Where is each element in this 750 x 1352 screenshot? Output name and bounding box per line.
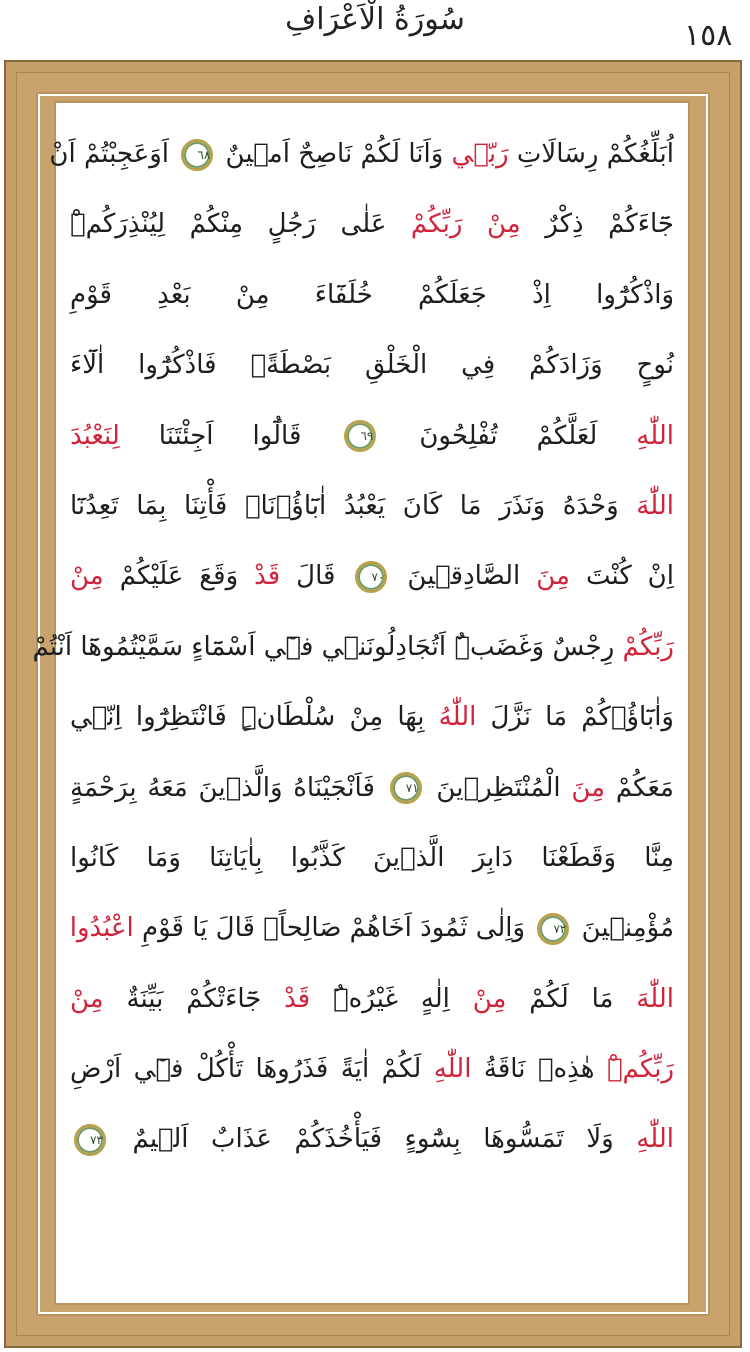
verse-text: اُبَلِّغُكُمْ رِسَالَاتِ — [508, 139, 674, 169]
verse-text: وَقَعَ عَلَيْكُمْ — [103, 561, 255, 592]
verse-text: بِهَا مِنْ سُلْطَانٍۜ فَانْتَظِرُٓوا اِنّ۪ي — [70, 702, 439, 733]
ayah-number-marker: ٧٢ — [537, 913, 569, 945]
verse-text: وَاَنَا لَكُمْ نَاصِحٌ اَم۪ينٌ — [217, 139, 452, 169]
verse-line — [70, 1034, 674, 1104]
verse-line — [70, 893, 674, 963]
highlighted-word: مِنَ — [571, 772, 606, 803]
verse-line — [70, 1104, 674, 1174]
highlighted-word: مِنَ — [536, 561, 570, 592]
verse-text: وَحْدَهُ وَنَذَرَ مَا كَانَ يَعْبُدُ اٰبَٓاؤُ۬نَاۚ فَأْتِنَا بِمَا تَعِدُنَٓا — [70, 490, 637, 521]
verse-text: قَالُٓوا اَجِئْتَنَا — [119, 420, 341, 451]
verse-text: الصَّادِق۪ينَ — [391, 561, 537, 592]
verse-text: لَعَلَّكُمْ تُفْلِحُونَ — [380, 420, 637, 451]
verse-line — [70, 682, 674, 752]
verse-text: جَٓاءَكُمْ ذِكْرٌ — [520, 209, 675, 240]
verse-line — [49, 119, 674, 189]
verse-text: مَا لَكُمْ — [506, 983, 637, 1014]
page-number: ١٥٨ — [684, 18, 733, 53]
highlighted-word: لِنَعْبُدَ — [70, 420, 120, 451]
highlighted-word: اللّٰهِ — [433, 1054, 472, 1085]
highlighted-word: مِنْ — [70, 983, 104, 1014]
verse-line — [70, 330, 674, 400]
highlighted-word: قَدْ — [254, 561, 281, 592]
verse-text: وَاٰبَٓاؤُ۬كُمْ مَا نَزَّلَ — [476, 702, 674, 733]
verse-text: هٰذِه۪ نَاقَةُ — [471, 1054, 607, 1085]
verse-line — [70, 471, 674, 541]
verse-text: وَاذْكُرُٓوا اِذْ جَعَلَكُمْ خُلَفَٓاءَ مِنْ بَعْدِ قَوْمِ — [70, 279, 674, 310]
verse-text: وَلَا تَمَسُّوهَا بِسُٓوءٍ فَيَأْخُذَكُمْ عَذَابٌ اَل۪يمٌ — [110, 1124, 637, 1155]
verse-text: اِنْ كُنْتَ — [569, 561, 675, 592]
verse-line — [70, 260, 674, 330]
surah-title: سُورَةُ الْاَعْرَافِ — [285, 2, 465, 37]
verse-line — [32, 612, 674, 682]
highlighted-word: اعْبُدُوا — [69, 913, 134, 944]
verse-text: رِجْسٌ وَغَضَبٌۜ اَتُجَادِلُونَن۪ي ف۪ٓي اَسْمَٓاءٍ سَمَّيْتُمُوهَٓا اَنْتُمْ — [32, 631, 623, 662]
highlighted-word: اللّٰهِ — [636, 420, 674, 451]
verse-text: الْمُنْتَظِر۪ينَ — [425, 772, 572, 803]
highlighted-word: رَبِّكُمْۜ — [606, 1054, 674, 1085]
ayah-number-marker: ٦٨ — [181, 139, 213, 171]
verse-text: جَٓاءَتْكُمْ بَيِّنَةٌ — [103, 983, 285, 1014]
verse-text: اَوَعَجِبْتُمْ اَنْ — [49, 139, 178, 169]
verse-text: نُوحٍ وَزَادَكُمْ فِي الْخَلْقِ بَصْطَةًۚ فَاذْكُرُٓوا اٰلَٓاءَ — [70, 350, 674, 381]
highlighted-word: اللّٰهَ — [636, 983, 674, 1014]
verse-line — [70, 753, 674, 823]
highlighted-word: مِنْ — [472, 983, 507, 1014]
verse-text: اِلٰهٍ غَيْرُهُۜ — [310, 983, 473, 1014]
page-header — [0, 0, 750, 56]
verse-text: وَاِلٰى ثَمُودَ اَخَاهُمْ صَالِحاًۢ قَالَ يَا قَوْمِ — [133, 913, 534, 944]
ayah-number-marker: ٧١ — [390, 772, 422, 804]
highlighted-word: قَدْ — [284, 983, 311, 1014]
highlighted-word: مِنْ — [70, 561, 104, 592]
verse-text: فَاَنْجَيْنَاهُ وَالَّذ۪ينَ مَعَهُ بِرَحْمَةٍ — [70, 772, 386, 803]
highlighted-word: اللّٰهُ — [438, 702, 477, 733]
verse-text: قَالَ — [280, 561, 352, 592]
verse-text: لَكُمْ اٰيَةً فَذَرُوهَا تَأْكُلْ ف۪ٓي اَرْضِ — [70, 1054, 434, 1085]
ayah-number-marker: ٧٣ — [74, 1124, 106, 1156]
verse-text-area — [32, 101, 690, 1305]
verse-line — [70, 189, 674, 259]
ayah-number-marker: ٧٠ — [355, 561, 387, 593]
ayah-number-marker: ٦٩ — [344, 420, 376, 452]
verse-line — [70, 964, 674, 1034]
verse-line — [70, 823, 674, 893]
verse-text: عَلٰى رَجُلٍ مِنْكُمْ لِيُنْذِرَكُمْۜ — [70, 209, 411, 240]
highlighted-word: رَبِّكُمْ — [622, 631, 674, 662]
verse-line — [70, 541, 674, 611]
verse-text: مَعَكُمْ — [605, 772, 674, 803]
highlighted-word: اللّٰهِ — [636, 1124, 674, 1155]
verse-text: مُؤْمِن۪ينَ — [573, 913, 674, 944]
verse-line — [70, 401, 674, 471]
highlighted-word: اللّٰهَ — [636, 490, 674, 521]
highlighted-word: مِنْ رَبِّكُمْ — [410, 209, 521, 240]
highlighted-word: رَبّ۪ي — [451, 139, 509, 169]
verse-text: مِنَّا وَقَطَعْنَا دَابِرَ الَّذ۪ينَ كَذَّبُوا بِاٰيَاتِنَا وَمَا كَانُوا — [70, 842, 674, 873]
